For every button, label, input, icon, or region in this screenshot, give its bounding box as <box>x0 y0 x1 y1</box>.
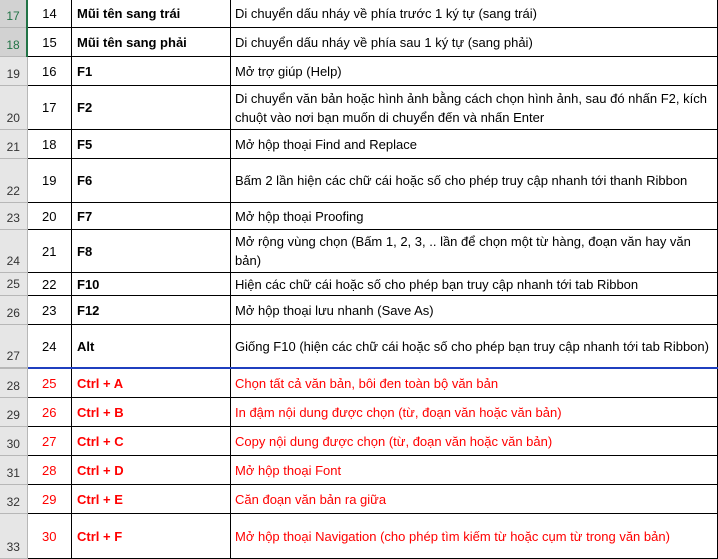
stt-cell[interactable]: 15 <box>27 28 72 57</box>
description-cell[interactable]: Di chuyển dấu nháy về phía trước 1 ký tự (sang trái) <box>231 0 718 28</box>
row-header[interactable]: 33 <box>0 514 27 559</box>
row-header[interactable]: 20 <box>0 86 27 130</box>
row-header[interactable]: 18 <box>0 28 27 57</box>
description-cell[interactable]: Di chuyển dấu nháy về phía sau 1 ký tự (sang phải) <box>231 28 718 57</box>
description-cell[interactable]: In đậm nội dung được chọn (từ, đoạn văn hoặc văn bản) <box>231 398 718 427</box>
shortcut-key-cell[interactable]: Ctrl + F <box>72 514 231 559</box>
description-cell[interactable]: Mở hộp thoại Font <box>231 456 718 485</box>
table-row <box>0 28 718 57</box>
description-cell[interactable]: Mở trợ giúp (Help) <box>231 57 718 86</box>
description-cell[interactable]: Copy nội dung được chọn (từ, đoạn văn hoặc văn bản) <box>231 427 718 456</box>
table-row <box>0 296 718 325</box>
description-cell[interactable]: Mở hộp thoại lưu nhanh (Save As) <box>231 296 718 325</box>
table-row <box>0 203 718 230</box>
stt-cell[interactable]: 27 <box>27 427 72 456</box>
table-row <box>0 427 718 456</box>
description-cell[interactable]: Mở hộp thoại Navigation (cho phép tìm kiếm từ hoặc cụm từ trong văn bản) <box>231 514 718 559</box>
row-header[interactable]: 31 <box>0 456 27 485</box>
row-header[interactable]: 22 <box>0 159 27 203</box>
table-row <box>0 368 718 398</box>
stt-cell[interactable]: 18 <box>27 130 72 159</box>
table-row <box>0 230 718 273</box>
table-row <box>0 130 718 159</box>
stt-cell[interactable]: 29 <box>27 485 72 514</box>
shortcut-key-cell[interactable]: F8 <box>72 230 231 273</box>
stt-cell[interactable]: 16 <box>27 57 72 86</box>
table-row <box>0 273 718 296</box>
shortcut-key-cell[interactable]: F12 <box>72 296 231 325</box>
stt-cell[interactable]: 20 <box>27 203 72 230</box>
shortcut-key-cell[interactable]: Mũi tên sang trái <box>72 0 231 28</box>
shortcut-key-cell[interactable]: F5 <box>72 130 231 159</box>
description-cell[interactable]: Di chuyển văn bản hoặc hình ảnh bằng cách chọn hình ảnh, sau đó nhấn F2, kích chuột vào nơi bạn muốn di chuyển đến và nhấn Enter <box>231 86 718 130</box>
row-header[interactable]: 24 <box>0 230 27 273</box>
description-cell[interactable]: Bấm 2 lần hiện các chữ cái hoặc số cho phép truy cập nhanh tới thanh Ribbon <box>231 159 718 203</box>
row-header[interactable]: 27 <box>0 325 27 369</box>
table-row <box>0 57 718 86</box>
description-cell[interactable]: Mở rộng vùng chọn (Bấm 1, 2, 3, .. lần để chọn một từ hàng, đoạn văn hay văn bản) <box>231 230 718 273</box>
stt-cell[interactable]: 22 <box>27 273 72 296</box>
description-cell[interactable]: Mở hộp thoại Proofing <box>231 203 718 230</box>
description-cell[interactable]: Hiện các chữ cái hoặc số cho phép bạn truy cập nhanh tới tab Ribbon <box>231 273 718 296</box>
row-header[interactable]: 28 <box>0 368 27 398</box>
description-cell[interactable]: Chọn tất cả văn bản, bôi đen toàn bộ văn bản <box>231 368 718 398</box>
description-cell[interactable]: Căn đoạn văn bản ra giữa <box>231 485 718 514</box>
row-header[interactable]: 23 <box>0 203 27 230</box>
stt-cell[interactable]: 30 <box>27 514 72 559</box>
table-row <box>0 456 718 485</box>
description-cell[interactable]: Mở hộp thoại Find and Replace <box>231 130 718 159</box>
table-row <box>0 514 718 559</box>
stt-cell[interactable]: 17 <box>27 86 72 130</box>
row-header[interactable]: 19 <box>0 57 27 86</box>
shortcut-key-cell[interactable]: F6 <box>72 159 231 203</box>
shortcut-key-cell[interactable]: Ctrl + B <box>72 398 231 427</box>
stt-cell[interactable]: 25 <box>27 368 72 398</box>
shortcut-key-cell[interactable]: F2 <box>72 86 231 130</box>
stt-cell[interactable]: 14 <box>27 0 72 28</box>
shortcut-key-cell[interactable]: Mũi tên sang phải <box>72 28 231 57</box>
table-row <box>0 325 718 369</box>
stt-cell[interactable]: 19 <box>27 159 72 203</box>
shortcut-key-cell[interactable]: Alt <box>72 325 231 369</box>
shortcut-key-cell[interactable]: Ctrl + A <box>72 368 231 398</box>
shortcut-key-cell[interactable]: Ctrl + C <box>72 427 231 456</box>
row-header[interactable]: 21 <box>0 130 27 159</box>
table-row <box>0 398 718 427</box>
description-cell[interactable]: Giống F10 (hiện các chữ cái hoặc số cho phép bạn truy cập nhanh tới tab Ribbon) <box>231 325 718 369</box>
stt-cell[interactable]: 21 <box>27 230 72 273</box>
shortcut-key-cell[interactable]: F7 <box>72 203 231 230</box>
shortcut-key-cell[interactable]: F10 <box>72 273 231 296</box>
stt-cell[interactable]: 24 <box>27 325 72 369</box>
row-header[interactable]: 32 <box>0 485 27 514</box>
row-header[interactable]: 25 <box>0 273 27 296</box>
shortcut-key-cell[interactable]: F1 <box>72 57 231 86</box>
row-header[interactable]: 30 <box>0 427 27 456</box>
stt-cell[interactable]: 26 <box>27 398 72 427</box>
table-row <box>0 0 718 28</box>
table-row <box>0 86 718 130</box>
table-row <box>0 159 718 203</box>
stt-cell[interactable]: 28 <box>27 456 72 485</box>
row-header[interactable]: 17 <box>0 0 27 28</box>
table-row <box>0 485 718 514</box>
row-header[interactable]: 29 <box>0 398 27 427</box>
shortcut-key-cell[interactable]: Ctrl + E <box>72 485 231 514</box>
shortcut-key-cell[interactable]: Ctrl + D <box>72 456 231 485</box>
stt-cell[interactable]: 23 <box>27 296 72 325</box>
row-header[interactable]: 26 <box>0 296 27 325</box>
